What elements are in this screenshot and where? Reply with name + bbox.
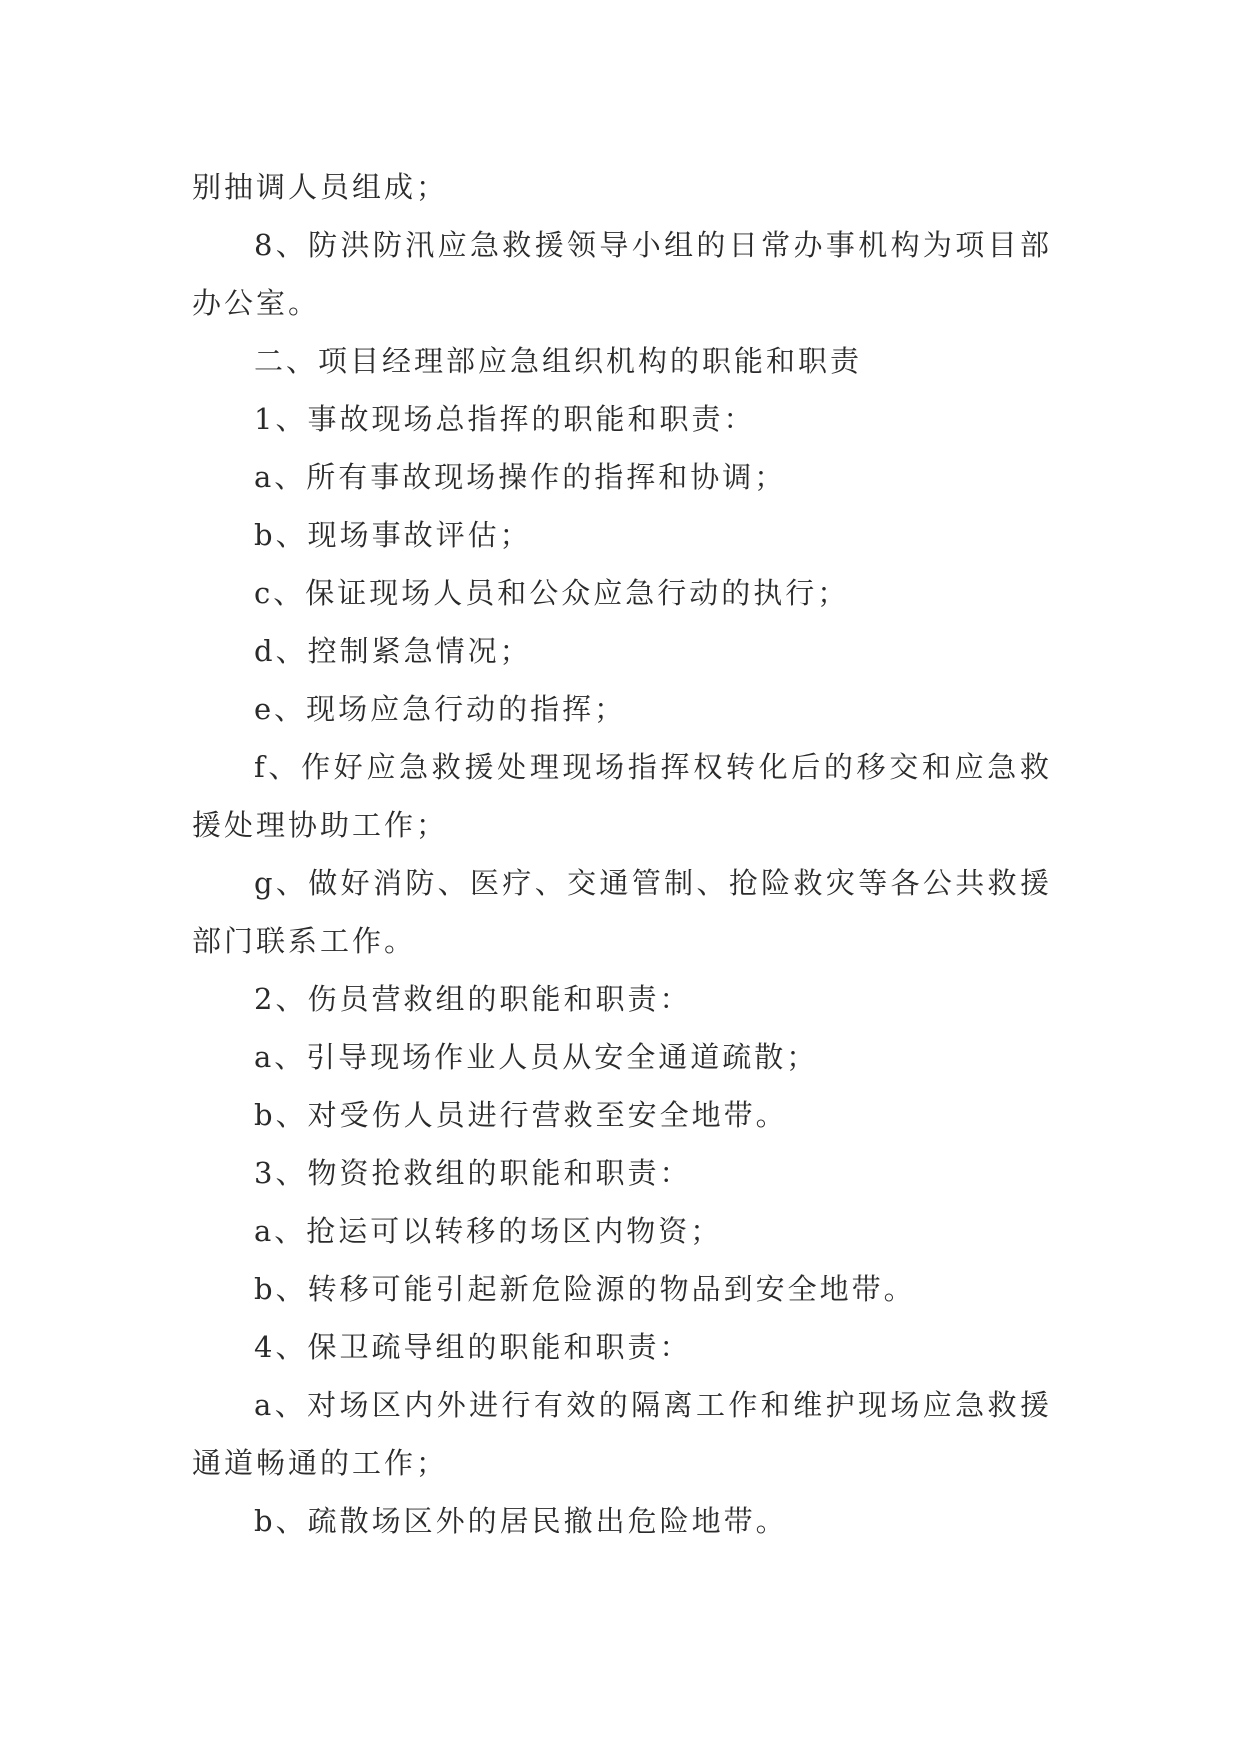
list-item: c、保证现场人员和公众应急行动的执行； xyxy=(254,576,850,610)
subheading-commander-duties: 1、事故现场总指挥的职能和职责： xyxy=(254,402,756,436)
subheading-rescue-group-duties: 2、伤员营救组的职能和职责： xyxy=(254,982,692,1016)
list-item: a、引导现场作业人员从安全通道疏散； xyxy=(254,1040,819,1074)
list-item: b、对受伤人员进行营救至安全地带。 xyxy=(254,1098,788,1132)
list-item: b、现场事故评估； xyxy=(254,518,532,552)
paragraph-continuation: 别抽调人员组成； xyxy=(192,170,449,204)
list-item: a、对场区内外进行有效的隔离工作和维护现场应急救援通道畅通的工作； xyxy=(192,1388,1052,1480)
subheading-materials-group-duties: 3、物资抢救组的职能和职责： xyxy=(254,1156,692,1190)
list-item: g、做好消防、医疗、交通管制、抢险救灾等各公共救援部门联系工作。 xyxy=(192,866,1052,958)
section-heading-2: 二、项目经理部应急组织机构的职能和职责 xyxy=(254,344,863,378)
document-body xyxy=(192,158,1052,1550)
list-item: a、所有事故现场操作的指挥和协调； xyxy=(254,460,787,494)
paragraph-item-8: 8、防洪防汛应急救援领导小组的日常办事机构为项目部办公室。 xyxy=(192,228,1052,320)
list-item: a、抢运可以转移的场区内物资； xyxy=(254,1214,723,1248)
list-item: e、现场应急行动的指挥； xyxy=(254,692,627,726)
list-item: b、转移可能引起新危险源的物品到安全地带。 xyxy=(254,1272,916,1306)
list-item: f、作好应急救援处理现场指挥权转化后的移交和应急救援处理协助工作； xyxy=(192,750,1052,842)
subheading-security-group-duties: 4、保卫疏导组的职能和职责： xyxy=(254,1330,692,1364)
list-item: b、疏散场区外的居民撤出危险地带。 xyxy=(254,1504,788,1538)
list-item: d、控制紧急情况； xyxy=(254,634,532,668)
